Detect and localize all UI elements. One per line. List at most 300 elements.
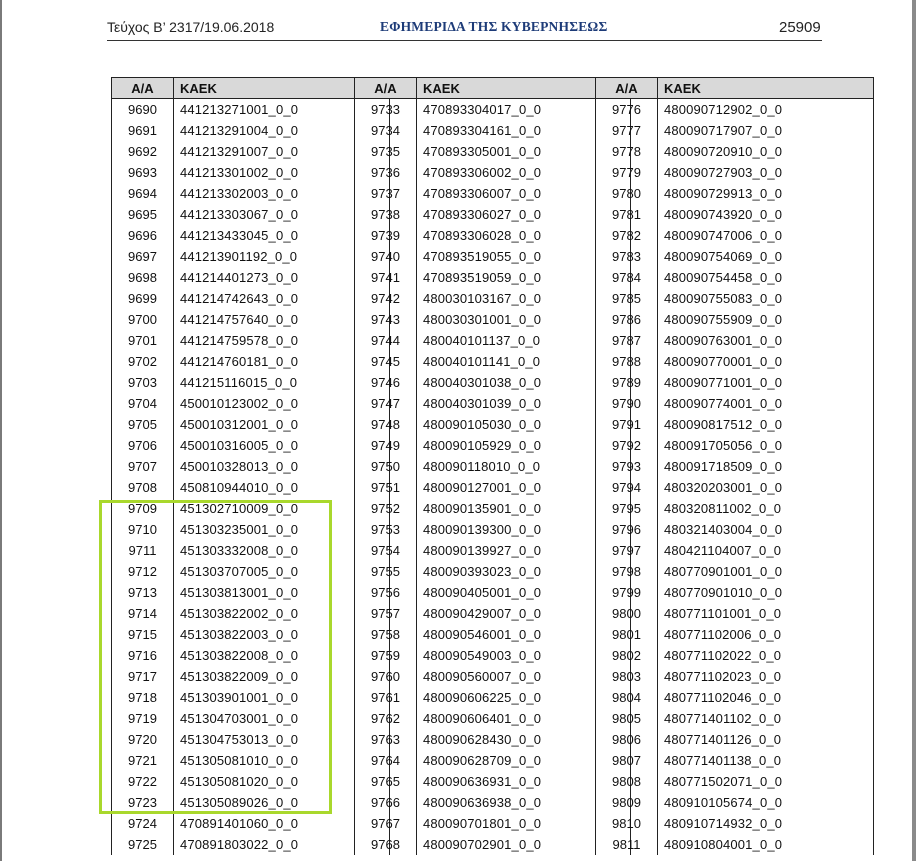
header-aa: Α/Α <box>355 78 417 99</box>
row-kaek: 470893306007_0_0 <box>417 183 631 204</box>
row-kaek: 480320811002_0_0 <box>658 498 874 519</box>
row-kaek: 451303901001_0_0 <box>174 687 390 708</box>
row-aa: 9698 <box>112 267 174 288</box>
row-aa: 9798 <box>596 561 658 582</box>
row-kaek: 480090405001_0_0 <box>417 582 631 603</box>
table-row <box>596 624 874 645</box>
row-kaek: 470893306002_0_0 <box>417 162 631 183</box>
row-kaek: 480090429007_0_0 <box>417 603 631 624</box>
table-row <box>596 813 874 834</box>
row-kaek: 470893305001_0_0 <box>417 141 631 162</box>
header-kaek: ΚΑΕΚ <box>417 78 631 99</box>
table-row <box>112 456 390 477</box>
row-aa: 9747 <box>355 393 417 414</box>
table-row <box>355 666 631 687</box>
row-aa: 9733 <box>355 99 417 121</box>
table-column-2 <box>354 77 631 855</box>
row-aa: 9704 <box>112 393 174 414</box>
row-aa: 9705 <box>112 414 174 435</box>
row-kaek: 480771102046_0_0 <box>658 687 874 708</box>
row-aa: 9756 <box>355 582 417 603</box>
table-row <box>112 162 390 183</box>
header-rule <box>107 40 822 41</box>
row-aa: 9792 <box>596 435 658 456</box>
table-row <box>355 204 631 225</box>
gazette-title: ΕΦΗΜΕΡΙΔΑ ΤΗΣ ΚΥΒΕΡΝΗΣΕΩΣ <box>380 19 608 34</box>
table-row <box>112 393 390 414</box>
row-kaek: 480091705056_0_0 <box>658 435 874 456</box>
row-aa: 9748 <box>355 414 417 435</box>
row-aa: 9713 <box>112 582 174 603</box>
row-aa: 9788 <box>596 351 658 372</box>
row-aa: 9805 <box>596 708 658 729</box>
row-aa: 9811 <box>596 834 658 855</box>
row-kaek: 480040101141_0_0 <box>417 351 631 372</box>
row-aa: 9803 <box>596 666 658 687</box>
row-aa: 9781 <box>596 204 658 225</box>
row-kaek: 450010316005_0_0 <box>174 435 390 456</box>
row-aa: 9695 <box>112 204 174 225</box>
table-row <box>355 372 631 393</box>
row-kaek: 480090546001_0_0 <box>417 624 631 645</box>
table-row <box>596 603 874 624</box>
row-kaek: 441213301002_0_0 <box>174 162 390 183</box>
table-row <box>596 141 874 162</box>
row-kaek: 480910804001_0_0 <box>658 834 874 855</box>
row-kaek: 480091718509_0_0 <box>658 456 874 477</box>
row-aa: 9780 <box>596 183 658 204</box>
table-row <box>355 603 631 624</box>
row-aa: 9744 <box>355 330 417 351</box>
page-number: 25909 <box>779 19 821 36</box>
row-kaek: 451303332008_0_0 <box>174 540 390 561</box>
row-aa: 9787 <box>596 330 658 351</box>
table-row <box>112 183 390 204</box>
row-kaek: 441214401273_0_0 <box>174 267 390 288</box>
row-aa: 9806 <box>596 729 658 750</box>
row-kaek: 480090774001_0_0 <box>658 393 874 414</box>
row-aa: 9777 <box>596 120 658 141</box>
row-kaek: 450810944010_0_0 <box>174 477 390 498</box>
table-row <box>355 834 631 855</box>
row-aa: 9808 <box>596 771 658 792</box>
row-aa: 9767 <box>355 813 417 834</box>
row-kaek: 451305089026_0_0 <box>174 792 390 813</box>
table-row <box>596 645 874 666</box>
table-row <box>596 582 874 603</box>
row-aa: 9750 <box>355 456 417 477</box>
row-aa: 9753 <box>355 519 417 540</box>
row-aa: 9766 <box>355 792 417 813</box>
table-row <box>355 540 631 561</box>
table-row <box>596 330 874 351</box>
highlight-box <box>99 500 332 814</box>
row-kaek: 441215116015_0_0 <box>174 372 390 393</box>
row-aa: 9701 <box>112 330 174 351</box>
row-aa: 9706 <box>112 435 174 456</box>
row-aa: 9760 <box>355 666 417 687</box>
row-aa: 9752 <box>355 498 417 519</box>
row-aa: 9690 <box>112 99 174 121</box>
row-kaek: 480090628709_0_0 <box>417 750 631 771</box>
table-row <box>355 813 631 834</box>
table-row <box>596 204 874 225</box>
row-kaek: 470891401060_0_0 <box>174 813 390 834</box>
row-aa: 9751 <box>355 477 417 498</box>
table-row <box>112 246 390 267</box>
table-header-row <box>355 78 631 99</box>
table-row <box>596 687 874 708</box>
row-kaek: 480090606401_0_0 <box>417 708 631 729</box>
row-aa: 9721 <box>112 750 174 771</box>
table-row <box>355 414 631 435</box>
page-frame-left <box>0 0 2 861</box>
table-row <box>112 351 390 372</box>
row-aa: 9804 <box>596 687 658 708</box>
row-kaek: 441213271001_0_0 <box>174 99 390 121</box>
table-row <box>596 792 874 813</box>
row-kaek: 480090770001_0_0 <box>658 351 874 372</box>
row-kaek: 450010328013_0_0 <box>174 456 390 477</box>
row-kaek: 451303822009_0_0 <box>174 666 390 687</box>
row-aa: 9791 <box>596 414 658 435</box>
row-kaek: 480910105674_0_0 <box>658 792 874 813</box>
table-row <box>112 414 390 435</box>
row-kaek: 480090754069_0_0 <box>658 246 874 267</box>
row-aa: 9737 <box>355 183 417 204</box>
table-row <box>355 288 631 309</box>
row-aa: 9722 <box>112 771 174 792</box>
row-aa: 9724 <box>112 813 174 834</box>
row-kaek: 480090393023_0_0 <box>417 561 631 582</box>
row-kaek: 480771401126_0_0 <box>658 729 874 750</box>
row-kaek: 470893519055_0_0 <box>417 246 631 267</box>
table-row <box>596 435 874 456</box>
row-aa: 9764 <box>355 750 417 771</box>
row-kaek: 470893304017_0_0 <box>417 99 631 121</box>
table-row <box>596 666 874 687</box>
row-aa: 9740 <box>355 246 417 267</box>
table-row <box>355 183 631 204</box>
table-row <box>596 309 874 330</box>
row-kaek: 480090763001_0_0 <box>658 330 874 351</box>
row-aa: 9734 <box>355 120 417 141</box>
row-aa: 9693 <box>112 162 174 183</box>
row-kaek: 451303822008_0_0 <box>174 645 390 666</box>
page-frame-right <box>912 0 916 861</box>
table-row <box>112 435 390 456</box>
row-aa: 9723 <box>112 792 174 813</box>
row-kaek: 480090720910_0_0 <box>658 141 874 162</box>
table-row <box>355 477 631 498</box>
row-kaek: 480771502071_0_0 <box>658 771 874 792</box>
row-aa: 9790 <box>596 393 658 414</box>
row-aa: 9743 <box>355 309 417 330</box>
table-row <box>112 309 390 330</box>
table-row <box>355 792 631 813</box>
row-aa: 9736 <box>355 162 417 183</box>
row-aa: 9702 <box>112 351 174 372</box>
row-kaek: 441213302003_0_0 <box>174 183 390 204</box>
row-kaek: 480421104007_0_0 <box>658 540 874 561</box>
row-aa: 9785 <box>596 288 658 309</box>
row-kaek: 480770901001_0_0 <box>658 561 874 582</box>
row-kaek: 480090139300_0_0 <box>417 519 631 540</box>
table-row <box>596 225 874 246</box>
row-aa: 9795 <box>596 498 658 519</box>
table-row <box>112 204 390 225</box>
row-aa: 9802 <box>596 645 658 666</box>
row-aa: 9789 <box>596 372 658 393</box>
row-kaek: 451305081010_0_0 <box>174 750 390 771</box>
row-kaek: 441214760181_0_0 <box>174 351 390 372</box>
row-aa: 9793 <box>596 456 658 477</box>
row-kaek: 480090118010_0_0 <box>417 456 631 477</box>
row-kaek: 480090549003_0_0 <box>417 645 631 666</box>
row-aa: 9762 <box>355 708 417 729</box>
row-kaek: 480090729913_0_0 <box>658 183 874 204</box>
row-aa: 9801 <box>596 624 658 645</box>
table-row <box>355 498 631 519</box>
row-aa: 9707 <box>112 456 174 477</box>
row-aa: 9720 <box>112 729 174 750</box>
table-row <box>596 162 874 183</box>
row-kaek: 480040101137_0_0 <box>417 330 631 351</box>
row-kaek: 480090717907_0_0 <box>658 120 874 141</box>
table-row <box>596 750 874 771</box>
table-row <box>355 330 631 351</box>
row-aa: 9692 <box>112 141 174 162</box>
table-row <box>355 351 631 372</box>
row-kaek: 480090743920_0_0 <box>658 204 874 225</box>
row-aa: 9796 <box>596 519 658 540</box>
table-row <box>112 267 390 288</box>
table-row <box>112 141 390 162</box>
row-aa: 9719 <box>112 708 174 729</box>
row-aa: 9697 <box>112 246 174 267</box>
row-aa: 9703 <box>112 372 174 393</box>
row-kaek: 450010312001_0_0 <box>174 414 390 435</box>
table-header-row <box>112 78 390 99</box>
table-row <box>596 99 874 121</box>
row-kaek: 441214742643_0_0 <box>174 288 390 309</box>
row-kaek: 480771401102_0_0 <box>658 708 874 729</box>
table-row <box>596 267 874 288</box>
row-kaek: 451303235001_0_0 <box>174 519 390 540</box>
row-aa: 9810 <box>596 813 658 834</box>
table-row <box>596 498 874 519</box>
table-row <box>355 561 631 582</box>
row-kaek: 480090139927_0_0 <box>417 540 631 561</box>
row-kaek: 480771101001_0_0 <box>658 603 874 624</box>
table-row <box>355 687 631 708</box>
row-aa: 9809 <box>596 792 658 813</box>
row-aa: 9794 <box>596 477 658 498</box>
table-row <box>112 372 390 393</box>
row-kaek: 451303822003_0_0 <box>174 624 390 645</box>
row-aa: 9761 <box>355 687 417 708</box>
row-aa: 9786 <box>596 309 658 330</box>
row-aa: 9709 <box>112 498 174 519</box>
table-row <box>112 99 390 121</box>
table-row <box>596 456 874 477</box>
row-aa: 9741 <box>355 267 417 288</box>
row-aa: 9714 <box>112 603 174 624</box>
row-kaek: 441213303067_0_0 <box>174 204 390 225</box>
table-row <box>596 372 874 393</box>
table-row <box>355 624 631 645</box>
header-kaek: ΚΑΕΚ <box>658 78 874 99</box>
row-aa: 9745 <box>355 351 417 372</box>
row-aa: 9735 <box>355 141 417 162</box>
row-kaek: 480090702901_0_0 <box>417 834 631 855</box>
table-row <box>112 834 390 855</box>
table-row <box>355 771 631 792</box>
row-kaek: 480320203001_0_0 <box>658 477 874 498</box>
table-row <box>596 351 874 372</box>
table-row <box>112 330 390 351</box>
row-aa: 9807 <box>596 750 658 771</box>
row-kaek: 470891803022_0_0 <box>174 834 390 855</box>
table-row <box>596 393 874 414</box>
table-row <box>355 267 631 288</box>
table-row <box>355 393 631 414</box>
row-aa: 9758 <box>355 624 417 645</box>
row-kaek: 451304753013_0_0 <box>174 729 390 750</box>
table-row <box>355 645 631 666</box>
row-kaek: 480090560007_0_0 <box>417 666 631 687</box>
table-row <box>355 519 631 540</box>
table-row <box>596 414 874 435</box>
row-kaek: 480030103167_0_0 <box>417 288 631 309</box>
row-aa: 9712 <box>112 561 174 582</box>
table-row <box>355 435 631 456</box>
row-aa: 9784 <box>596 267 658 288</box>
table-row <box>596 729 874 750</box>
row-aa: 9783 <box>596 246 658 267</box>
row-aa: 9700 <box>112 309 174 330</box>
row-aa: 9694 <box>112 183 174 204</box>
table-row <box>355 225 631 246</box>
row-kaek: 441214759578_0_0 <box>174 330 390 351</box>
row-kaek: 480090747006_0_0 <box>658 225 874 246</box>
table-row <box>596 288 874 309</box>
table-body <box>596 99 874 856</box>
row-aa: 9755 <box>355 561 417 582</box>
row-aa: 9768 <box>355 834 417 855</box>
row-kaek: 480090606225_0_0 <box>417 687 631 708</box>
row-aa: 9778 <box>596 141 658 162</box>
row-kaek: 480030301001_0_0 <box>417 309 631 330</box>
row-kaek: 480040301039_0_0 <box>417 393 631 414</box>
table-row <box>355 246 631 267</box>
row-kaek: 451302710009_0_0 <box>174 498 390 519</box>
table-row <box>355 309 631 330</box>
row-aa: 9708 <box>112 477 174 498</box>
row-aa: 9749 <box>355 435 417 456</box>
row-kaek: 450010123002_0_0 <box>174 393 390 414</box>
kaek-table <box>354 77 631 855</box>
row-kaek: 480090127001_0_0 <box>417 477 631 498</box>
row-kaek: 480090817512_0_0 <box>658 414 874 435</box>
row-kaek: 480090755083_0_0 <box>658 288 874 309</box>
row-aa: 9699 <box>112 288 174 309</box>
table-row <box>596 246 874 267</box>
table-row <box>112 120 390 141</box>
table-header-row <box>596 78 874 99</box>
row-aa: 9757 <box>355 603 417 624</box>
table-row <box>355 162 631 183</box>
row-kaek: 441214757640_0_0 <box>174 309 390 330</box>
row-kaek: 470893519059_0_0 <box>417 267 631 288</box>
row-kaek: 480090754458_0_0 <box>658 267 874 288</box>
table-column-3 <box>595 77 874 855</box>
row-kaek: 441213291007_0_0 <box>174 141 390 162</box>
row-aa: 9800 <box>596 603 658 624</box>
table-row <box>112 225 390 246</box>
row-kaek: 441213901192_0_0 <box>174 246 390 267</box>
table-row <box>596 183 874 204</box>
table-row <box>355 99 631 121</box>
header-kaek: ΚΑΕΚ <box>174 78 390 99</box>
table-body <box>355 99 631 856</box>
row-kaek: 480090727903_0_0 <box>658 162 874 183</box>
row-aa: 9725 <box>112 834 174 855</box>
row-kaek: 441213433045_0_0 <box>174 225 390 246</box>
row-aa: 9746 <box>355 372 417 393</box>
row-aa: 9797 <box>596 540 658 561</box>
table-row <box>596 834 874 855</box>
issue-label: Τεύχος Β’ 2317/19.06.2018 <box>107 19 275 35</box>
kaek-table <box>595 77 874 855</box>
row-aa: 9799 <box>596 582 658 603</box>
table-row <box>596 561 874 582</box>
row-kaek: 480090636931_0_0 <box>417 771 631 792</box>
table-row <box>355 582 631 603</box>
row-aa: 9742 <box>355 288 417 309</box>
row-kaek: 480090712902_0_0 <box>658 99 874 121</box>
row-kaek: 480090636938_0_0 <box>417 792 631 813</box>
row-aa: 9739 <box>355 225 417 246</box>
table-row <box>596 519 874 540</box>
row-aa: 9691 <box>112 120 174 141</box>
header-aa: Α/Α <box>596 78 658 99</box>
row-aa: 9754 <box>355 540 417 561</box>
row-aa: 9710 <box>112 519 174 540</box>
row-kaek: 480090771001_0_0 <box>658 372 874 393</box>
row-kaek: 480090755909_0_0 <box>658 309 874 330</box>
table-row <box>596 477 874 498</box>
header-aa: Α/Α <box>112 78 174 99</box>
row-aa: 9782 <box>596 225 658 246</box>
row-kaek: 480321403004_0_0 <box>658 519 874 540</box>
row-kaek: 451305081020_0_0 <box>174 771 390 792</box>
row-aa: 9779 <box>596 162 658 183</box>
row-kaek: 480090628430_0_0 <box>417 729 631 750</box>
row-kaek: 441213291004_0_0 <box>174 120 390 141</box>
row-aa: 9696 <box>112 225 174 246</box>
row-kaek: 480771401138_0_0 <box>658 750 874 771</box>
row-aa: 9776 <box>596 99 658 121</box>
table-row <box>596 708 874 729</box>
table-row <box>355 456 631 477</box>
row-kaek: 480770901010_0_0 <box>658 582 874 603</box>
row-kaek: 451303822002_0_0 <box>174 603 390 624</box>
table-row <box>596 771 874 792</box>
row-kaek: 480090701801_0_0 <box>417 813 631 834</box>
row-aa: 9763 <box>355 729 417 750</box>
row-kaek: 480040301038_0_0 <box>417 372 631 393</box>
